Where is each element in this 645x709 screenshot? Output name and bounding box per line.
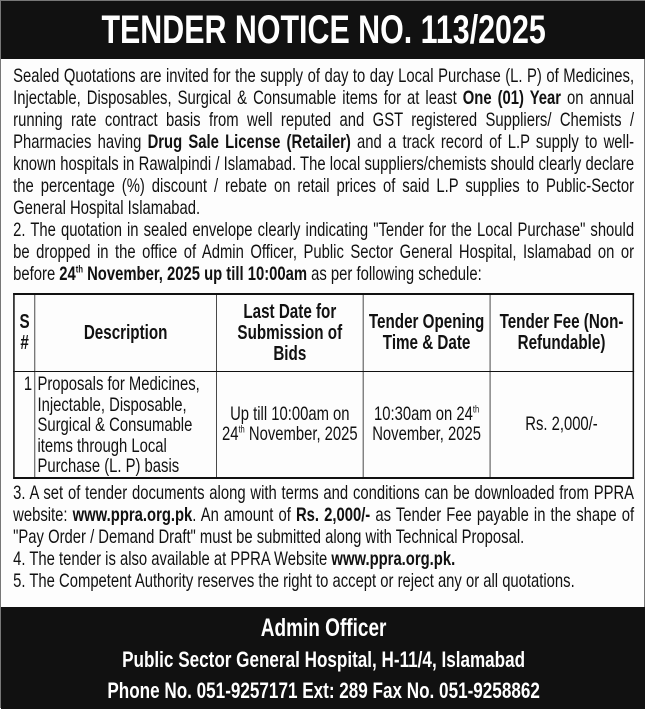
header-last-date: Last Date for Submission of Bids <box>216 294 363 372</box>
license-requirement: Drug Sale License (Retailer) <box>147 131 351 153</box>
text: Sealed Quotations are invited for the supply of day to day Local Purchase (L. P) of Medicines, Injectable, Disposables, Surgical & Consumable items for at least <box>13 65 635 109</box>
footer <box>1 607 645 709</box>
schedule-table <box>13 293 634 479</box>
text: and a track record of L.P supply to well-known hospitals in Rawalpindi / Islamabad. The local suppliers/chemists should clearly declare the percentage (%) discount / rebate on retail prices of said L.P supplies to Public-Sector General Hospital Islamabad. <box>13 131 635 219</box>
footer-contact: Phone No. 051-9257171 Ext: 289 Fax No. 051-9258862 <box>107 678 540 703</box>
text: November, 2025 <box>244 423 358 446</box>
text: 4. The tender is also available at PPRA Website <box>13 547 332 570</box>
paragraph-3 <box>13 482 634 548</box>
notice-title: TENDER NOTICE NO. 113/2025 <box>1 1 645 59</box>
footer-officer: Admin Officer <box>260 614 387 642</box>
text: on annual running rate contract basis from well reputed and GST registered Suppliers/ Chemists / Pharmacies having <box>13 87 635 153</box>
ordinal: th <box>472 404 480 416</box>
header-opening: Tender Opening Time & Date <box>363 294 490 372</box>
cell-opening <box>363 372 490 478</box>
footer-address: Public Sector General Hospital, H-11/4, Islamabad <box>122 647 526 672</box>
text: 10:30am on 24 <box>373 402 473 425</box>
paragraph-1 <box>13 65 634 219</box>
text: November, 2025 <box>372 423 481 446</box>
cell-sn: 1 <box>14 372 35 478</box>
text: 2. The quotation in sealed envelope clearly indicating "Tender for the Local Purchase" should be dropped in the office of Admin Officer, Public Sector General Hospital, Islamabad on or before <box>13 219 635 285</box>
table-header-row <box>14 294 633 372</box>
paragraph-2 <box>13 219 634 285</box>
deadline-day: 24 <box>59 263 76 285</box>
cell-description: Proposals for Medicines, Injectable, Disposable, Surgical & Consumable items through Local Purchase (L. P) basis <box>35 372 217 478</box>
ppra-link[interactable]: www.ppra.org.pk <box>72 503 193 526</box>
contract-duration: One (01) Year <box>462 87 562 109</box>
header-fee: Tender Fee (Non-Refundable) <box>490 294 633 372</box>
header-description: Description <box>35 294 217 372</box>
ordinal: th <box>75 264 83 276</box>
text: as per following schedule: <box>307 263 482 285</box>
paragraph-5: 5. The Competent Authority reserves the right to accept or reject any or all quotations. <box>13 569 575 592</box>
deadline: November, 2025 up till 10:00am <box>82 263 308 285</box>
text: Up till 10:00am on 24 <box>221 402 350 446</box>
ordinal: th <box>238 424 245 436</box>
ppra-link[interactable]: www.ppra.org.pk. <box>331 547 456 570</box>
table-row <box>14 372 633 478</box>
paragraph-4 <box>13 548 634 570</box>
tender-fee: Rs. 2,000/- <box>295 503 371 526</box>
text: 3. A set of tender documents along with terms and conditions can be downloaded from PPRA website: <box>13 481 635 526</box>
header-sn: S # <box>14 294 35 372</box>
text: as Tender Fee payable in the shape of "Pay Order / Demand Draft" must be submitted along with Technical Proposal. <box>13 503 635 548</box>
cell-last-date <box>216 372 363 478</box>
cell-fee: Rs. 2,000/- <box>490 372 633 478</box>
text: . An amount of <box>192 503 296 526</box>
notice-body <box>1 59 645 592</box>
